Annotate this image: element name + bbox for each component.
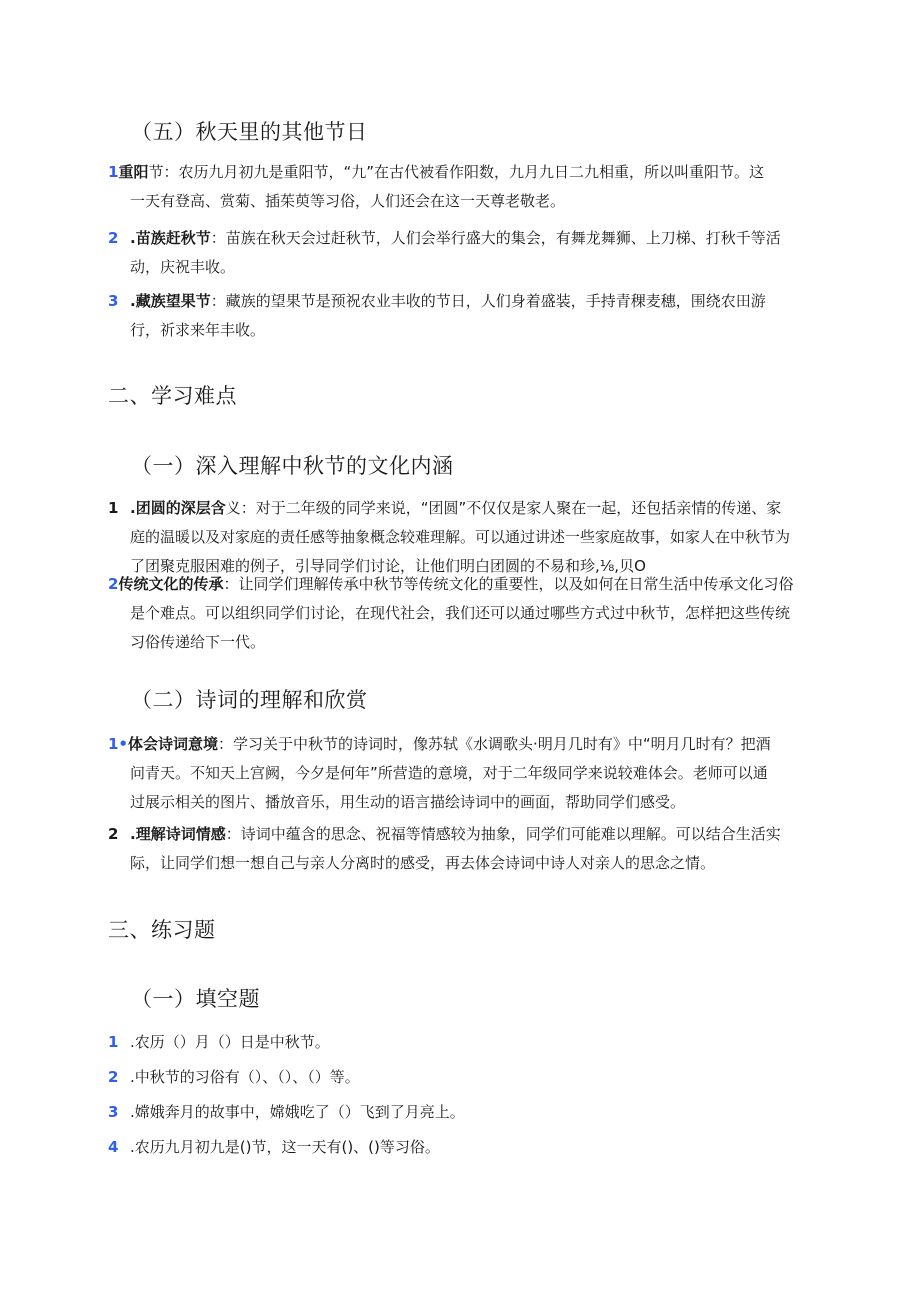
item-number: 2 — [108, 575, 119, 593]
section-heading-mid-autumn-culture: （一）深入理解中秋节的文化内涵 — [131, 454, 454, 478]
list-item-culture-inheritance — [108, 570, 830, 657]
item-text-cont: 庭的温暖以及对家庭的责任感等抽象概念较难理解。可以通过讲述一些家庭故事，如家人在中秋节为 — [130, 528, 791, 546]
list-item — [108, 1030, 465, 1065]
list-item-miao-ganqiu — [108, 224, 830, 282]
item-text-cont: 动，庆祝丰收。 — [130, 258, 236, 276]
item-text: 义：对于二年级的同学来说，“团圆”不仅仅是家人聚在一起，还包括亲情的传递、家 — [225, 499, 782, 517]
item-text-cont: 一天有登高、赏菊、插茱萸等习俗，人们还会在这一天尊老敬老。 — [130, 192, 566, 210]
item-text: .农历（）月（）日是中秋节。 — [130, 1033, 330, 1051]
section-heading-autumn-festivals: （五）秋天里的其他节日 — [131, 120, 368, 144]
part-heading-difficulties: 二、学习难点 — [108, 384, 237, 408]
item-number: 2 — [108, 229, 119, 247]
item-text: ：学习关于中秋节的诗词时，像苏轼《水调歌头·明月几时有》中“明月几时有？把酒 — [218, 735, 771, 753]
item-term: .团圆的深层含 — [130, 499, 226, 517]
item-number: 1 — [108, 163, 119, 181]
item-text-cont: 问青天。不知天上宫阙，今夕是何年”所营造的意境，对于二年级同学来说较难体会。老师可以通 — [130, 764, 768, 782]
item-text-cont: 了团聚克服困难的例子，引导同学们讨论，让他们明白团圆的不易和珍,⅛,贝O — [130, 557, 646, 575]
list-item-tibetan-wangguo — [108, 287, 830, 345]
item-text-cont: 习俗传递给下一代。 — [130, 633, 266, 651]
part-heading-exercises: 三、练习题 — [108, 918, 216, 942]
list-item — [108, 1065, 465, 1100]
item-number: 4 — [108, 1138, 119, 1156]
list-item-poetry-emotion — [108, 820, 830, 878]
list-item-reunion-meaning — [108, 494, 830, 581]
item-text-cont: 际，让同学们想一想自己与亲人分离时的感受，再去体会诗词中诗人对亲人的思念之情。 — [130, 854, 716, 872]
list-item — [108, 1100, 465, 1135]
item-number: 1 — [108, 499, 119, 517]
item-text-cont: 过展示相关的图片、播放音乐，用生动的语言描绘诗词中的画面，帮助同学们感受。 — [130, 793, 686, 811]
item-term: .苗族赶秋节 — [130, 229, 211, 247]
item-term: 传统文化的传承 — [118, 575, 224, 593]
item-term: .理解诗词情感 — [130, 825, 226, 843]
fill-blank-list — [108, 1030, 465, 1170]
item-text: ：让同学们理解传承中秋节等传统文化的重要性，以及如何在日常生活中传承文化习俗 — [223, 575, 794, 593]
item-text: ：苗族在秋天会过赶秋节，人们会举行盛大的集会，有舞龙舞狮、上刀梯、打秋千等活 — [210, 229, 781, 247]
item-number: 2 — [108, 1068, 119, 1086]
list-item — [108, 1135, 465, 1170]
item-number: 2 — [108, 825, 119, 843]
item-number: 1• — [108, 735, 129, 753]
item-text-cont: 是个难点。可以组织同学们讨论，在现代社会，我们还可以通过哪些方式过中秋节，怎样把这些传统 — [130, 604, 791, 622]
item-text: .农历九月初九是()节，这一天有()、()等习俗。 — [130, 1138, 440, 1156]
item-number: 3 — [108, 292, 119, 310]
list-item-chongyang — [108, 158, 830, 216]
item-text: 节：农历九月初九是重阳节，“九”在古代被看作阳数，九月九日二九相重，所以叫重阳节。这 — [148, 163, 764, 181]
item-text: ：诗词中蕴含的思念、祝福等情感较为抽象，同学们可能难以理解。可以结合生活实 — [225, 825, 781, 843]
item-text-cont: 行，祈求来年丰收。 — [130, 321, 266, 339]
item-text: .嫦娥奔月的故事中，嫦娥吃了（）飞到了月亮上。 — [130, 1103, 465, 1121]
item-term: .藏族望果节 — [130, 292, 211, 310]
item-text: .中秋节的习俗有（）、（）、（）等。 — [130, 1068, 360, 1086]
section-heading-fill-blank: （一）填空题 — [131, 987, 260, 1011]
item-text: ：藏族的望果节是预祝农业丰收的节日，人们身着盛装，手持青稞麦穗，围绕农田游 — [210, 292, 766, 310]
section-heading-poetry: （二）诗词的理解和欣赏 — [131, 688, 368, 712]
list-item-poetry-mood — [108, 730, 830, 817]
item-number: 3 — [108, 1103, 119, 1121]
item-term: 重阳 — [118, 163, 149, 181]
item-term: 体会诗词意境 — [128, 735, 219, 753]
item-number: 1 — [108, 1033, 119, 1051]
